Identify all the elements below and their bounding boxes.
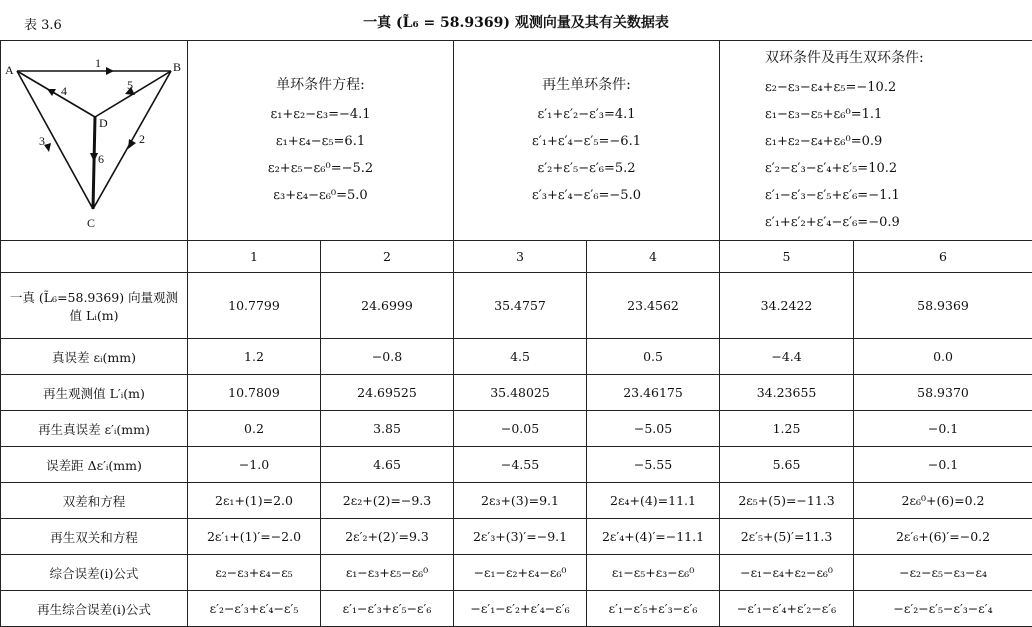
table-cell: 2ε′₆+(6)′=−0.2	[854, 519, 1032, 555]
table-cell: 5.65	[720, 447, 854, 483]
table-cell: 1.25	[720, 411, 854, 447]
table-cell: −ε₂−ε₅−ε₃−ε₄	[854, 555, 1032, 591]
edge-label: 1	[95, 56, 101, 70]
equation: ε′₁+ε′₄−ε′₅=−6.1	[457, 128, 716, 155]
table-cell: 4.5	[454, 339, 587, 375]
table-cell: 35.4757	[454, 273, 587, 339]
table-cell: 2ε′₄+(4)′=−11.1	[587, 519, 720, 555]
table-cell: −5.55	[587, 447, 720, 483]
column-header: 3	[454, 241, 587, 273]
row-label: 再生综合误差(i)公式	[1, 591, 188, 627]
edge-label: 6	[98, 152, 104, 166]
row-label: 综合误差(i)公式	[1, 555, 188, 591]
table-number: 表 3.6	[24, 14, 62, 33]
table-row	[1, 591, 1032, 627]
table-cell: −ε′₂−ε′₅−ε′₃−ε′₄	[854, 591, 1032, 627]
table-row	[1, 375, 1032, 411]
table-cell: ε′₂−ε′₃+ε′₄−ε′₅	[188, 591, 321, 627]
row-label: 真误差 εᵢ(mm)	[1, 339, 188, 375]
table-row	[1, 555, 1032, 591]
edge-label: 3	[39, 134, 45, 148]
table-cell: 23.4562	[587, 273, 720, 339]
table-row	[1, 483, 1032, 519]
table-row	[1, 447, 1032, 483]
table-cell: 23.46175	[587, 375, 720, 411]
table-cell: 34.2422	[720, 273, 854, 339]
row-label: 再生观测值 L′ᵢ(m)	[1, 375, 188, 411]
equation: ε₁+ε₂−ε₃=−4.1	[191, 101, 450, 128]
point-label: D	[99, 116, 108, 130]
table-cell: 2ε₃+(3)=9.1	[454, 483, 587, 519]
row-label: 双差和方程	[1, 483, 188, 519]
table-cell: 2ε′₁+(1)′=−2.0	[188, 519, 321, 555]
equation: ε′₁+ε′₂−ε′₃=4.1	[457, 101, 716, 128]
point-label: B	[173, 60, 181, 74]
equation: ε′₂−ε′₃−ε′₄+ε′₅=10.2	[765, 155, 1029, 182]
table-cell: −5.05	[587, 411, 720, 447]
table-cell: −ε′₁−ε′₄+ε′₂−ε′₆	[720, 591, 854, 627]
table-cell: −0.8	[321, 339, 454, 375]
edge-label: 2	[139, 132, 145, 146]
equation: ε′₃+ε′₄−ε′₆=−5.0	[457, 182, 716, 209]
column-header-row	[1, 241, 1032, 273]
table-cell: 0.5	[587, 339, 720, 375]
table-cell: ε₁−ε₅+ε₃−ε₆⁰	[587, 555, 720, 591]
table-cell: −1.0	[188, 447, 321, 483]
network-diagram-cell	[1, 41, 188, 241]
equation: ε₃+ε₄−ε₆⁰=5.0	[191, 182, 450, 209]
table-cell: 10.7799	[188, 273, 321, 339]
regen-condition-cell	[454, 41, 720, 241]
table-cell: −ε′₁−ε′₂+ε′₄−ε′₆	[454, 591, 587, 627]
equation: ε₁−ε₃−ε₅+ε₆⁰=1.1	[765, 101, 1029, 128]
row-label: 再生双关和方程	[1, 519, 188, 555]
equation: ε′₁+ε′₂+ε′₄−ε′₆=−0.9	[765, 209, 1029, 236]
table-cell: −4.55	[454, 447, 587, 483]
table-cell: −ε₁−ε₄+ε₂−ε₆⁰	[720, 555, 854, 591]
table-row	[1, 339, 1032, 375]
table-cell: ε′₁−ε′₅+ε′₃−ε′₆	[587, 591, 720, 627]
corner-cell	[1, 241, 188, 273]
table-row	[1, 411, 1032, 447]
table-caption	[0, 0, 1032, 40]
table-cell: ε₁−ε₃+ε₅−ε₆⁰	[321, 555, 454, 591]
table-cell: 3.85	[321, 411, 454, 447]
point-label: A	[5, 63, 14, 77]
table-cell: 2ε′₃+(3)′=−9.1	[454, 519, 587, 555]
column-header: 5	[720, 241, 854, 273]
table-cell: 0.2	[188, 411, 321, 447]
column-header: 1	[188, 241, 321, 273]
table-cell: ε′₁−ε′₃+ε′₅−ε′₆	[321, 591, 454, 627]
table-cell: 2ε₁+(1)=2.0	[188, 483, 321, 519]
row-label: 一真 (L̃₆=58.9369) 向量观测值 Lᵢ(m)	[1, 273, 188, 339]
table-cell: 2ε₄+(4)=11.1	[587, 483, 720, 519]
point-label: C	[87, 216, 95, 230]
table-cell: −0.1	[854, 447, 1032, 483]
regen-condition-heading: 再生单环条件:	[457, 72, 716, 99]
edge-label: 5	[127, 78, 133, 92]
single-condition-heading: 单环条件方程:	[191, 72, 450, 99]
data-table	[0, 40, 1032, 627]
edge-label: 4	[61, 84, 67, 98]
table-cell: −0.1	[854, 411, 1032, 447]
table-cell: ε₂−ε₃+ε₄−ε₅	[188, 555, 321, 591]
table-row	[1, 273, 1032, 339]
table-cell: 2ε₅+(5)=−11.3	[720, 483, 854, 519]
table-cell: −ε₁−ε₂+ε₄−ε₆⁰	[454, 555, 587, 591]
table-cell: −4.4	[720, 339, 854, 375]
table-cell: 2ε₆⁰+(6)=0.2	[854, 483, 1032, 519]
table-cell: 35.48025	[454, 375, 587, 411]
equation: ε′₁−ε′₃−ε′₅+ε′₆=−1.1	[765, 182, 1029, 209]
table-cell: 58.9370	[854, 375, 1032, 411]
double-condition-heading: 双环条件及再生双环条件:	[765, 45, 1029, 72]
table-cell: 2ε₂+(2)=−9.3	[321, 483, 454, 519]
table-cell: 34.23655	[720, 375, 854, 411]
column-header: 4	[587, 241, 720, 273]
table-title: 一真 (L̃₆ = 58.9369) 观测向量及其有关数据表	[0, 12, 1032, 32]
row-label: 误差距 Δε′ᵢ(mm)	[1, 447, 188, 483]
table-cell: 2ε′₅+(5)′=11.3	[720, 519, 854, 555]
table-cell: 24.6999	[321, 273, 454, 339]
equation: ε₂+ε₅−ε₆⁰=−5.2	[191, 155, 450, 182]
network-diagram	[1, 41, 187, 237]
equation: ε₂−ε₃−ε₄+ε₅=−10.2	[765, 74, 1029, 101]
table-cell: 1.2	[188, 339, 321, 375]
equation: ε′₂+ε′₅−ε′₆=5.2	[457, 155, 716, 182]
single-condition-cell	[188, 41, 454, 241]
column-header: 2	[321, 241, 454, 273]
table-cell: −0.05	[454, 411, 587, 447]
double-condition-cell	[720, 41, 1032, 241]
table-cell: 58.9369	[854, 273, 1032, 339]
table-cell: 0.0	[854, 339, 1032, 375]
row-label: 再生真误差 ε′ᵢ(mm)	[1, 411, 188, 447]
table-cell: 4.65	[321, 447, 454, 483]
table-row	[1, 519, 1032, 555]
column-header: 6	[854, 241, 1032, 273]
table-cell: 24.69525	[321, 375, 454, 411]
equation: ε₁+ε₂−ε₄+ε₆⁰=0.9	[765, 128, 1029, 155]
table-cell: 10.7809	[188, 375, 321, 411]
table-cell: 2ε′₂+(2)′=9.3	[321, 519, 454, 555]
equation: ε₁+ε₄−ε₅=6.1	[191, 128, 450, 155]
